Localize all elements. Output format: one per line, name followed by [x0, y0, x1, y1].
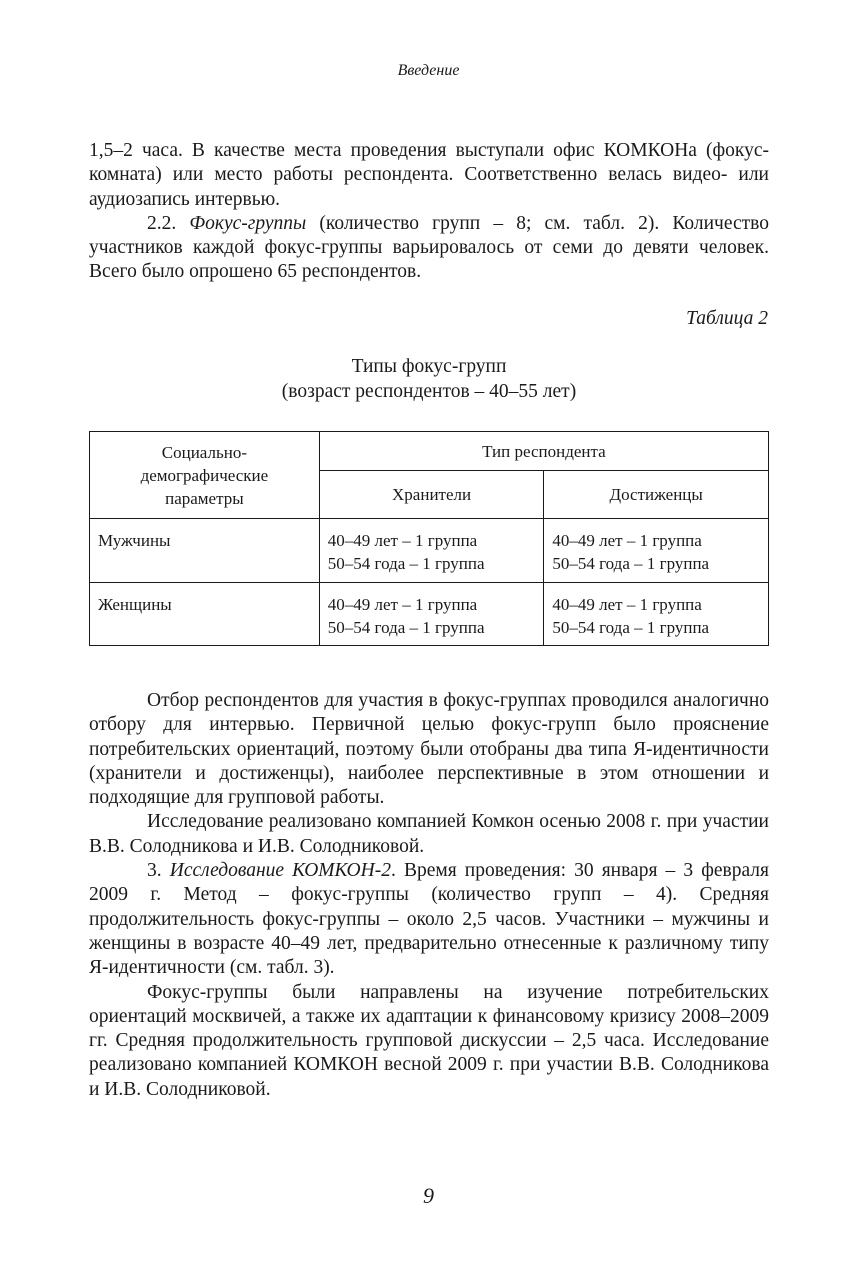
- body-p3-term: Исследование КОМКОН-2: [169, 860, 391, 882]
- focus-group-table: [89, 431, 769, 646]
- header-keepers: Хранители: [319, 471, 544, 519]
- running-head: Введение: [397, 62, 460, 79]
- cell-men-achievers: [544, 519, 769, 583]
- cell-women-achievers: [544, 583, 769, 646]
- cell-women-keepers: [319, 583, 544, 646]
- body-p3-rest: . Время проведения: 30 января – 3 февраля 2009 г. Метод – фокус-группы (количество групп – 4). Средняя продолжительность фокус-группы – около 2,5 часов. Участники – мужчины и женщины в возрасте 40–49 лет, предварительно отнесенные к различному типу Я-идентичности (см. табл. 3).: [89, 860, 769, 979]
- cell-line: 40–49 лет – 1 группа: [552, 531, 702, 550]
- intro-p2-number: 2.2.: [147, 212, 190, 234]
- page-number: 9: [423, 1183, 434, 1208]
- table-label: Таблица 2: [686, 308, 768, 329]
- cell-line: 50–54 года – 1 группа: [327, 554, 485, 573]
- body-p3-number: 3.: [147, 860, 170, 882]
- body-paragraph-3: [89, 859, 769, 980]
- header-achievers: Достиженцы: [544, 471, 769, 519]
- header-respondent-type: Тип респондента: [319, 432, 768, 471]
- table-title-line-2: (возраст респондентов – 40–55 лет): [281, 380, 577, 402]
- intro-p2-term: Фокус-группы: [189, 212, 307, 234]
- cell-line: 50–54 года – 1 группа: [327, 618, 485, 637]
- intro-text: [89, 139, 769, 285]
- body-paragraph-2: Исследование реализовано компанией Комкон осенью 2008 г. при участии В.В. Солодникова и И.В. Солодниковой.: [89, 811, 769, 857]
- body-paragraph-1: Отбор респондентов для участия в фокус-группах проводился аналогично отбору для интервью. Первичной целью фокус-групп было прояснение потребительских ориентаций, поэтому были отобраны два типа Я-идентичности (хранители и достиженцы), наиболее перспективные в этом отношении и подходящие для групповой работы.: [89, 690, 769, 809]
- body-paragraph-4: Фокус-группы были направлены на изучение потребительских ориентаций москвичей, а также их адаптации к финансовому кризису 2008–2009 гг. Средняя продолжительность групповой дискуссии – 2,5 часа. Исследование реализовано компанией КОМКОН весной 2009 г. при участии В.В. Солодникова и И.В. Солодниковой.: [89, 981, 769, 1100]
- body-text: [89, 689, 769, 1102]
- cell-line: 50–54 года – 1 группа: [552, 554, 710, 573]
- table-title: [89, 355, 769, 404]
- row-label-women: Женщины: [90, 583, 320, 646]
- cell-line: 50–54 года – 1 группа: [552, 618, 710, 637]
- intro-p2-rest: (количество групп – 8; см. табл. 2). Количество участников каждой фокус-группы варьировалось от семи до девяти человек. Всего было опрошено 65 респондентов.: [89, 212, 770, 283]
- intro-paragraph-2: [89, 212, 769, 285]
- cell-line: 40–49 лет – 1 группа: [327, 531, 478, 550]
- row-label-men: Мужчины: [90, 519, 320, 583]
- table-row: [90, 583, 769, 646]
- header-parameters: Социально-демографические параметры: [90, 432, 320, 519]
- cell-line: 40–49 лет – 1 группа: [552, 595, 702, 614]
- table-title-line-1: Типы фокус-групп: [351, 356, 507, 377]
- intro-paragraph-1: 1,5–2 часа. В качестве места проведения выступали офис КОМКОНа (фокус-комната) или место работы респондента. Соответственно велась видео- или аудиозапись интервью.: [89, 140, 769, 210]
- cell-men-keepers: [319, 519, 544, 583]
- cell-line: 40–49 лет – 1 группа: [327, 595, 478, 614]
- table-row: [90, 519, 769, 583]
